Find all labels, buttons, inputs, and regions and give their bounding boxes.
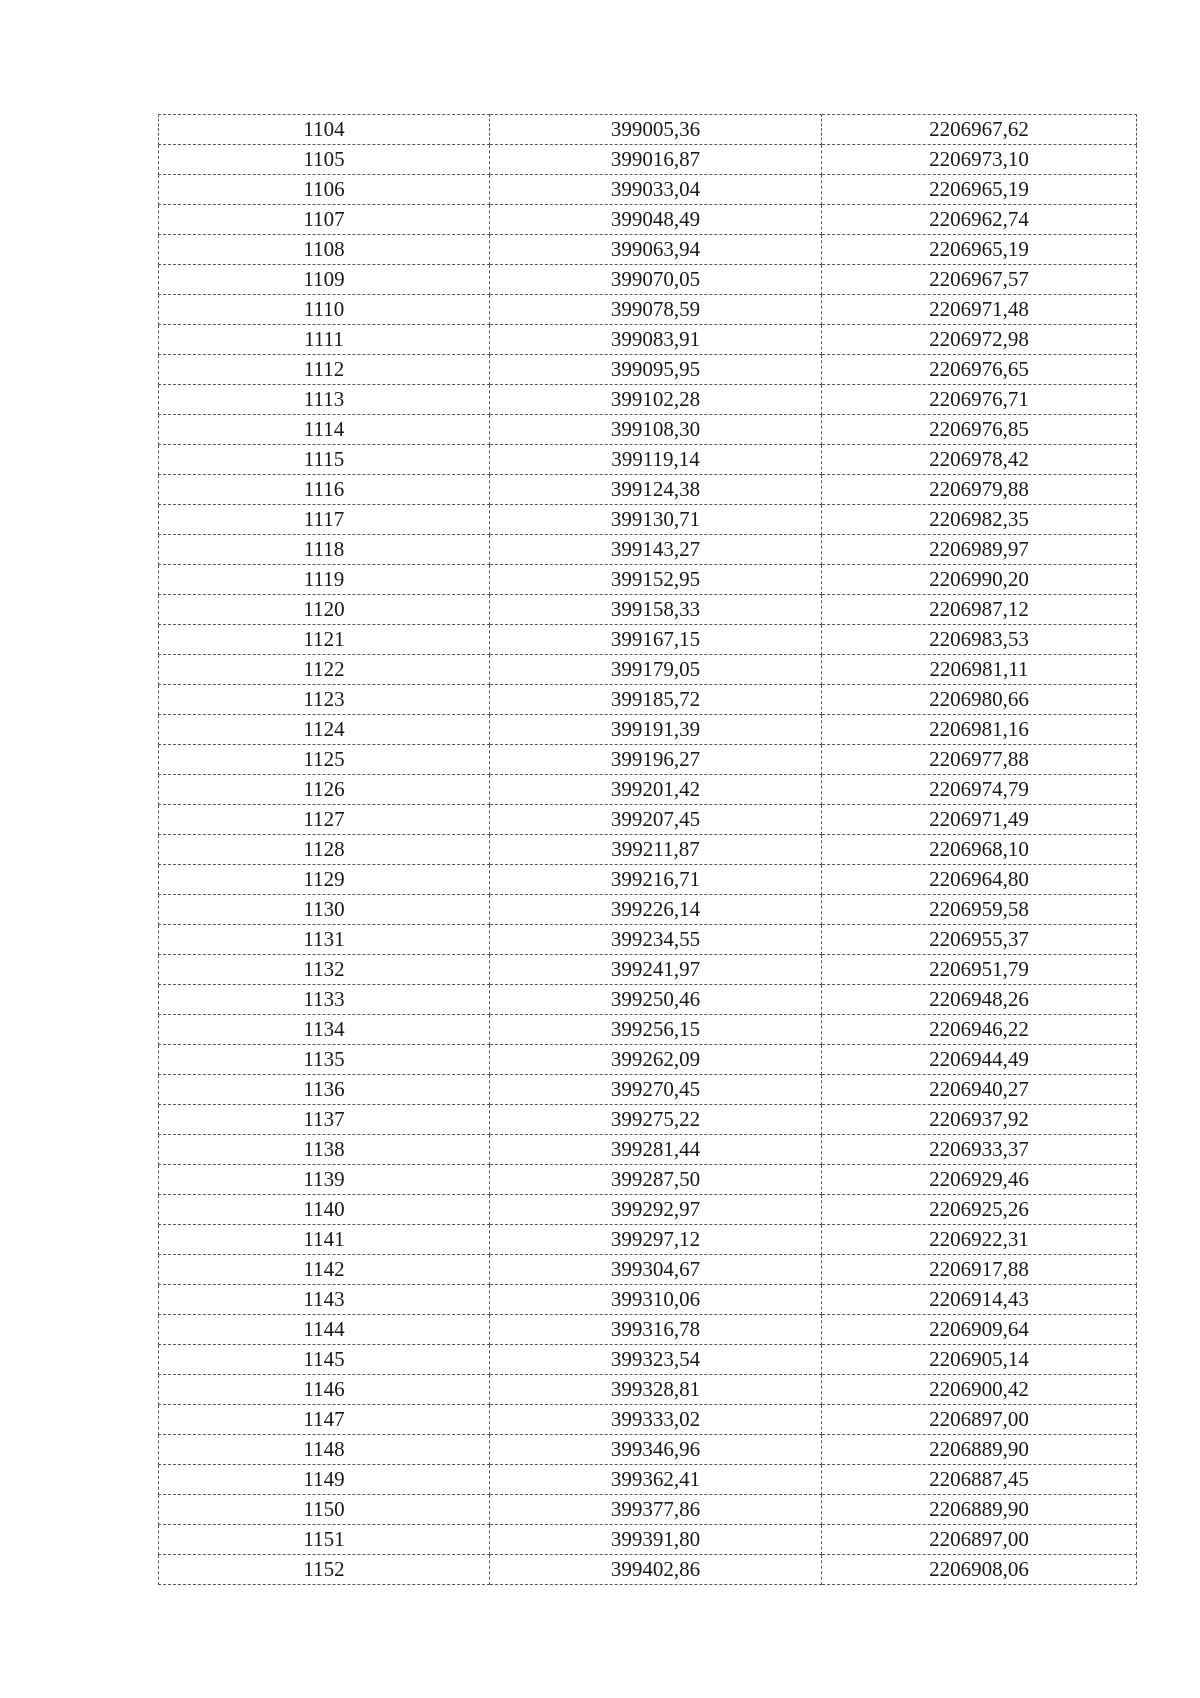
point-number-cell: 1143 xyxy=(159,1285,490,1315)
coordinates-table-body xyxy=(159,115,1137,1585)
x-coordinate-cell: 399005,36 xyxy=(490,115,822,145)
point-number-cell: 1124 xyxy=(159,715,490,745)
x-coordinate-cell: 399226,14 xyxy=(490,895,822,925)
x-coordinate-cell: 399346,96 xyxy=(490,1435,822,1465)
y-coordinate-cell: 2206990,20 xyxy=(822,565,1137,595)
y-coordinate-cell: 2206959,58 xyxy=(822,895,1137,925)
point-number-cell: 1105 xyxy=(159,145,490,175)
point-number-cell: 1113 xyxy=(159,385,490,415)
table-row xyxy=(159,1255,1137,1285)
x-coordinate-cell: 399078,59 xyxy=(490,295,822,325)
table-row xyxy=(159,265,1137,295)
point-number-cell: 1137 xyxy=(159,1105,490,1135)
table-row xyxy=(159,1165,1137,1195)
x-coordinate-cell: 399287,50 xyxy=(490,1165,822,1195)
y-coordinate-cell: 2206937,92 xyxy=(822,1105,1137,1135)
table-row xyxy=(159,595,1137,625)
table-row xyxy=(159,745,1137,775)
point-number-cell: 1148 xyxy=(159,1435,490,1465)
x-coordinate-cell: 399316,78 xyxy=(490,1315,822,1345)
x-coordinate-cell: 399211,87 xyxy=(490,835,822,865)
point-number-cell: 1121 xyxy=(159,625,490,655)
x-coordinate-cell: 399152,95 xyxy=(490,565,822,595)
y-coordinate-cell: 2206973,10 xyxy=(822,145,1137,175)
x-coordinate-cell: 399281,44 xyxy=(490,1135,822,1165)
x-coordinate-cell: 399185,72 xyxy=(490,685,822,715)
table-row xyxy=(159,115,1137,145)
table-row xyxy=(159,1465,1137,1495)
x-coordinate-cell: 399275,22 xyxy=(490,1105,822,1135)
y-coordinate-cell: 2206887,45 xyxy=(822,1465,1137,1495)
y-coordinate-cell: 2206981,11 xyxy=(822,655,1137,685)
table-row xyxy=(159,1045,1137,1075)
point-number-cell: 1146 xyxy=(159,1375,490,1405)
x-coordinate-cell: 399207,45 xyxy=(490,805,822,835)
table-row xyxy=(159,205,1137,235)
x-coordinate-cell: 399256,15 xyxy=(490,1015,822,1045)
point-number-cell: 1150 xyxy=(159,1495,490,1525)
x-coordinate-cell: 399323,54 xyxy=(490,1345,822,1375)
y-coordinate-cell: 2206967,62 xyxy=(822,115,1137,145)
y-coordinate-cell: 2206905,14 xyxy=(822,1345,1137,1375)
point-number-cell: 1133 xyxy=(159,985,490,1015)
y-coordinate-cell: 2206977,88 xyxy=(822,745,1137,775)
table-row xyxy=(159,985,1137,1015)
table-row xyxy=(159,1555,1137,1585)
point-number-cell: 1142 xyxy=(159,1255,490,1285)
y-coordinate-cell: 2206951,79 xyxy=(822,955,1137,985)
table-row xyxy=(159,1225,1137,1255)
x-coordinate-cell: 399108,30 xyxy=(490,415,822,445)
y-coordinate-cell: 2206964,80 xyxy=(822,865,1137,895)
x-coordinate-cell: 399124,38 xyxy=(490,475,822,505)
table-row xyxy=(159,535,1137,565)
y-coordinate-cell: 2206976,85 xyxy=(822,415,1137,445)
table-row xyxy=(159,445,1137,475)
x-coordinate-cell: 399016,87 xyxy=(490,145,822,175)
table-row xyxy=(159,235,1137,265)
table-row xyxy=(159,1285,1137,1315)
y-coordinate-cell: 2206922,31 xyxy=(822,1225,1137,1255)
point-number-cell: 1108 xyxy=(159,235,490,265)
y-coordinate-cell: 2206976,71 xyxy=(822,385,1137,415)
x-coordinate-cell: 399102,28 xyxy=(490,385,822,415)
point-number-cell: 1131 xyxy=(159,925,490,955)
y-coordinate-cell: 2206908,06 xyxy=(822,1555,1137,1585)
x-coordinate-cell: 399083,91 xyxy=(490,325,822,355)
x-coordinate-cell: 399158,33 xyxy=(490,595,822,625)
y-coordinate-cell: 2206900,42 xyxy=(822,1375,1137,1405)
table-row xyxy=(159,1435,1137,1465)
y-coordinate-cell: 2206971,49 xyxy=(822,805,1137,835)
x-coordinate-cell: 399216,71 xyxy=(490,865,822,895)
x-coordinate-cell: 399292,97 xyxy=(490,1195,822,1225)
table-row xyxy=(159,865,1137,895)
table-row xyxy=(159,1525,1137,1555)
point-number-cell: 1141 xyxy=(159,1225,490,1255)
y-coordinate-cell: 2206981,16 xyxy=(822,715,1137,745)
y-coordinate-cell: 2206979,88 xyxy=(822,475,1137,505)
y-coordinate-cell: 2206948,26 xyxy=(822,985,1137,1015)
table-row xyxy=(159,295,1137,325)
point-number-cell: 1152 xyxy=(159,1555,490,1585)
y-coordinate-cell: 2206933,37 xyxy=(822,1135,1137,1165)
point-number-cell: 1116 xyxy=(159,475,490,505)
y-coordinate-cell: 2206925,26 xyxy=(822,1195,1137,1225)
point-number-cell: 1114 xyxy=(159,415,490,445)
table-row xyxy=(159,1105,1137,1135)
point-number-cell: 1126 xyxy=(159,775,490,805)
x-coordinate-cell: 399333,02 xyxy=(490,1405,822,1435)
point-number-cell: 1128 xyxy=(159,835,490,865)
x-coordinate-cell: 399328,81 xyxy=(490,1375,822,1405)
y-coordinate-cell: 2206982,35 xyxy=(822,505,1137,535)
x-coordinate-cell: 399201,42 xyxy=(490,775,822,805)
x-coordinate-cell: 399033,04 xyxy=(490,175,822,205)
y-coordinate-cell: 2206965,19 xyxy=(822,175,1137,205)
table-row xyxy=(159,1195,1137,1225)
y-coordinate-cell: 2206987,12 xyxy=(822,595,1137,625)
coordinates-table xyxy=(158,114,1137,1585)
point-number-cell: 1107 xyxy=(159,205,490,235)
x-coordinate-cell: 399304,67 xyxy=(490,1255,822,1285)
y-coordinate-cell: 2206944,49 xyxy=(822,1045,1137,1075)
y-coordinate-cell: 2206889,90 xyxy=(822,1435,1137,1465)
y-coordinate-cell: 2206965,19 xyxy=(822,235,1137,265)
point-number-cell: 1122 xyxy=(159,655,490,685)
point-number-cell: 1123 xyxy=(159,685,490,715)
point-number-cell: 1140 xyxy=(159,1195,490,1225)
y-coordinate-cell: 2206967,57 xyxy=(822,265,1137,295)
point-number-cell: 1149 xyxy=(159,1465,490,1495)
x-coordinate-cell: 399130,71 xyxy=(490,505,822,535)
point-number-cell: 1151 xyxy=(159,1525,490,1555)
table-row xyxy=(159,145,1137,175)
table-row xyxy=(159,895,1137,925)
point-number-cell: 1125 xyxy=(159,745,490,775)
x-coordinate-cell: 399191,39 xyxy=(490,715,822,745)
table-row xyxy=(159,1015,1137,1045)
table-row xyxy=(159,475,1137,505)
table-row xyxy=(159,415,1137,445)
y-coordinate-cell: 2206897,00 xyxy=(822,1525,1137,1555)
x-coordinate-cell: 399063,94 xyxy=(490,235,822,265)
point-number-cell: 1144 xyxy=(159,1315,490,1345)
y-coordinate-cell: 2206929,46 xyxy=(822,1165,1137,1195)
point-number-cell: 1117 xyxy=(159,505,490,535)
point-number-cell: 1120 xyxy=(159,595,490,625)
x-coordinate-cell: 399048,49 xyxy=(490,205,822,235)
table-row xyxy=(159,655,1137,685)
table-row xyxy=(159,505,1137,535)
x-coordinate-cell: 399262,09 xyxy=(490,1045,822,1075)
point-number-cell: 1109 xyxy=(159,265,490,295)
x-coordinate-cell: 399241,97 xyxy=(490,955,822,985)
x-coordinate-cell: 399070,05 xyxy=(490,265,822,295)
point-number-cell: 1145 xyxy=(159,1345,490,1375)
x-coordinate-cell: 399167,15 xyxy=(490,625,822,655)
x-coordinate-cell: 399143,27 xyxy=(490,535,822,565)
point-number-cell: 1129 xyxy=(159,865,490,895)
y-coordinate-cell: 2206972,98 xyxy=(822,325,1137,355)
y-coordinate-cell: 2206955,37 xyxy=(822,925,1137,955)
table-row xyxy=(159,685,1137,715)
point-number-cell: 1136 xyxy=(159,1075,490,1105)
table-row xyxy=(159,925,1137,955)
point-number-cell: 1134 xyxy=(159,1015,490,1045)
table-row xyxy=(159,625,1137,655)
table-row xyxy=(159,1375,1137,1405)
point-number-cell: 1119 xyxy=(159,565,490,595)
point-number-cell: 1135 xyxy=(159,1045,490,1075)
point-number-cell: 1118 xyxy=(159,535,490,565)
table-row xyxy=(159,385,1137,415)
point-number-cell: 1138 xyxy=(159,1135,490,1165)
table-row xyxy=(159,565,1137,595)
table-row xyxy=(159,1345,1137,1375)
y-coordinate-cell: 2206971,48 xyxy=(822,295,1137,325)
table-row xyxy=(159,1135,1137,1165)
table-row xyxy=(159,1405,1137,1435)
x-coordinate-cell: 399270,45 xyxy=(490,1075,822,1105)
y-coordinate-cell: 2206980,66 xyxy=(822,685,1137,715)
table-row xyxy=(159,1315,1137,1345)
x-coordinate-cell: 399297,12 xyxy=(490,1225,822,1255)
table-row xyxy=(159,1495,1137,1525)
table-row xyxy=(159,325,1137,355)
x-coordinate-cell: 399402,86 xyxy=(490,1555,822,1585)
y-coordinate-cell: 2206889,90 xyxy=(822,1495,1137,1525)
y-coordinate-cell: 2206976,65 xyxy=(822,355,1137,385)
x-coordinate-cell: 399196,27 xyxy=(490,745,822,775)
x-coordinate-cell: 399119,14 xyxy=(490,445,822,475)
point-number-cell: 1112 xyxy=(159,355,490,385)
table-row xyxy=(159,805,1137,835)
x-coordinate-cell: 399234,55 xyxy=(490,925,822,955)
x-coordinate-cell: 399377,86 xyxy=(490,1495,822,1525)
point-number-cell: 1110 xyxy=(159,295,490,325)
point-number-cell: 1115 xyxy=(159,445,490,475)
point-number-cell: 1130 xyxy=(159,895,490,925)
y-coordinate-cell: 2206897,00 xyxy=(822,1405,1137,1435)
table-row xyxy=(159,175,1137,205)
point-number-cell: 1111 xyxy=(159,325,490,355)
x-coordinate-cell: 399095,95 xyxy=(490,355,822,385)
table-row xyxy=(159,955,1137,985)
y-coordinate-cell: 2206914,43 xyxy=(822,1285,1137,1315)
y-coordinate-cell: 2206978,42 xyxy=(822,445,1137,475)
y-coordinate-cell: 2206968,10 xyxy=(822,835,1137,865)
y-coordinate-cell: 2206989,97 xyxy=(822,535,1137,565)
point-number-cell: 1127 xyxy=(159,805,490,835)
point-number-cell: 1139 xyxy=(159,1165,490,1195)
x-coordinate-cell: 399179,05 xyxy=(490,655,822,685)
table-row xyxy=(159,775,1137,805)
x-coordinate-cell: 399250,46 xyxy=(490,985,822,1015)
x-coordinate-cell: 399310,06 xyxy=(490,1285,822,1315)
y-coordinate-cell: 2206909,64 xyxy=(822,1315,1137,1345)
table-row xyxy=(159,835,1137,865)
table-row xyxy=(159,1075,1137,1105)
x-coordinate-cell: 399391,80 xyxy=(490,1525,822,1555)
point-number-cell: 1147 xyxy=(159,1405,490,1435)
table-row xyxy=(159,355,1137,385)
point-number-cell: 1106 xyxy=(159,175,490,205)
y-coordinate-cell: 2206917,88 xyxy=(822,1255,1137,1285)
point-number-cell: 1104 xyxy=(159,115,490,145)
y-coordinate-cell: 2206940,27 xyxy=(822,1075,1137,1105)
y-coordinate-cell: 2206974,79 xyxy=(822,775,1137,805)
table-row xyxy=(159,715,1137,745)
y-coordinate-cell: 2206962,74 xyxy=(822,205,1137,235)
x-coordinate-cell: 399362,41 xyxy=(490,1465,822,1495)
y-coordinate-cell: 2206946,22 xyxy=(822,1015,1137,1045)
y-coordinate-cell: 2206983,53 xyxy=(822,625,1137,655)
point-number-cell: 1132 xyxy=(159,955,490,985)
